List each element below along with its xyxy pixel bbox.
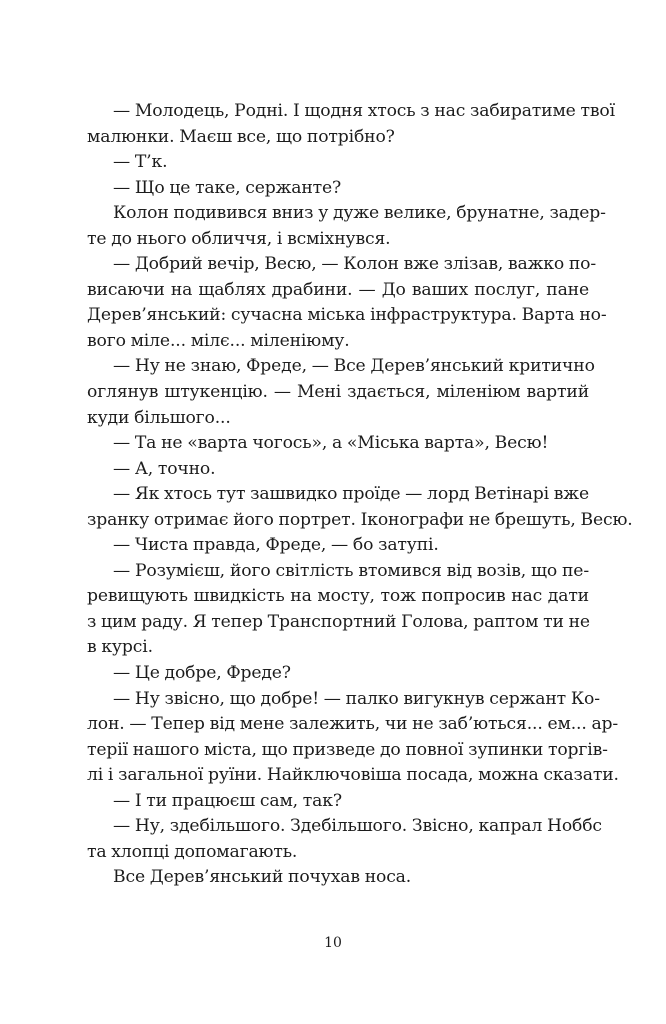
text-line: висаючи на щаблях драбини. — До ваших послуг, пане	[87, 279, 589, 300]
text-line: Все Дерев’янський почухав носа.	[113, 867, 412, 888]
text-line: Колон подивився вниз у дуже велике, брунатне, задер-	[113, 203, 606, 224]
text-line: — Як хтось тут зашвидко проїде — лорд Ветінарі вже	[113, 484, 589, 505]
text-line: — Ну звісно, що добре! — палко вигукнув сержант Ко-	[113, 688, 600, 709]
text-line: — Розумієш, його світлість втомився від возів, що пе-	[113, 560, 589, 581]
text-line: ревищують швидкість на мосту, тож попросив нас дати	[87, 586, 589, 607]
text-line: лі і загальної руїни. Найключовіша посада, можна сказати.	[87, 765, 619, 786]
text-line: — Ну не знаю, Фреде, — Все Дерев’янський критично	[113, 356, 595, 377]
text-line: Дерев’янський: сучасна міська інфраструктура. Варта но-	[87, 305, 607, 326]
text-line: та хлопці допомагають.	[87, 841, 298, 862]
text-line: — Молодець, Родні. І щодня хтось з нас забиратиме твої	[113, 101, 615, 121]
text-line: терії нашого міста, що призведе до повної зупинки торгів-	[87, 739, 608, 760]
text-line: з цим раду. Я тепер Транспортний Голова, раптом ти не	[87, 611, 590, 632]
text-line: в курсі.	[87, 637, 153, 658]
book-page-body	[87, 99, 633, 891]
text-line: куди більшого...	[87, 407, 231, 428]
text-line: — Т’к.	[113, 152, 168, 173]
text-line: оглянув штукенцію. — Мені здається, міленіюм вартий	[87, 382, 589, 403]
text-line: — А, точно.	[113, 458, 216, 479]
text-line: — Що це таке, сержанте?	[113, 177, 342, 198]
text-line: малюнки. Маєш все, що потрібно?	[87, 126, 395, 147]
page-number: 10	[324, 935, 342, 951]
text-line: лон. — Тепер від мене залежить, чи не заб’ються... ем... ар-	[87, 714, 619, 735]
text-line: — Та не «варта чогось», а «Міська варта», Весю!	[113, 433, 549, 454]
text-line: зранку отримає його портрет. Іконографи не брешуть, Весю.	[87, 509, 633, 530]
text-line: — Ну, здебільшого. Здебільшого. Звісно, капрал Ноббс	[113, 816, 602, 837]
text-line: — І ти працюєш сам, так?	[113, 790, 342, 811]
text-line: те до нього обличчя, і всміхнувся.	[87, 228, 391, 249]
text-line: — Чиста правда, Фреде, — бо затупі.	[113, 535, 439, 556]
text-line: — Добрий вечір, Весю, — Колон вже злізав, важко по-	[113, 254, 597, 275]
text-line: — Це добре, Фреде?	[113, 663, 291, 684]
text-line: вого міле... мілє... міленіюму.	[87, 330, 350, 351]
